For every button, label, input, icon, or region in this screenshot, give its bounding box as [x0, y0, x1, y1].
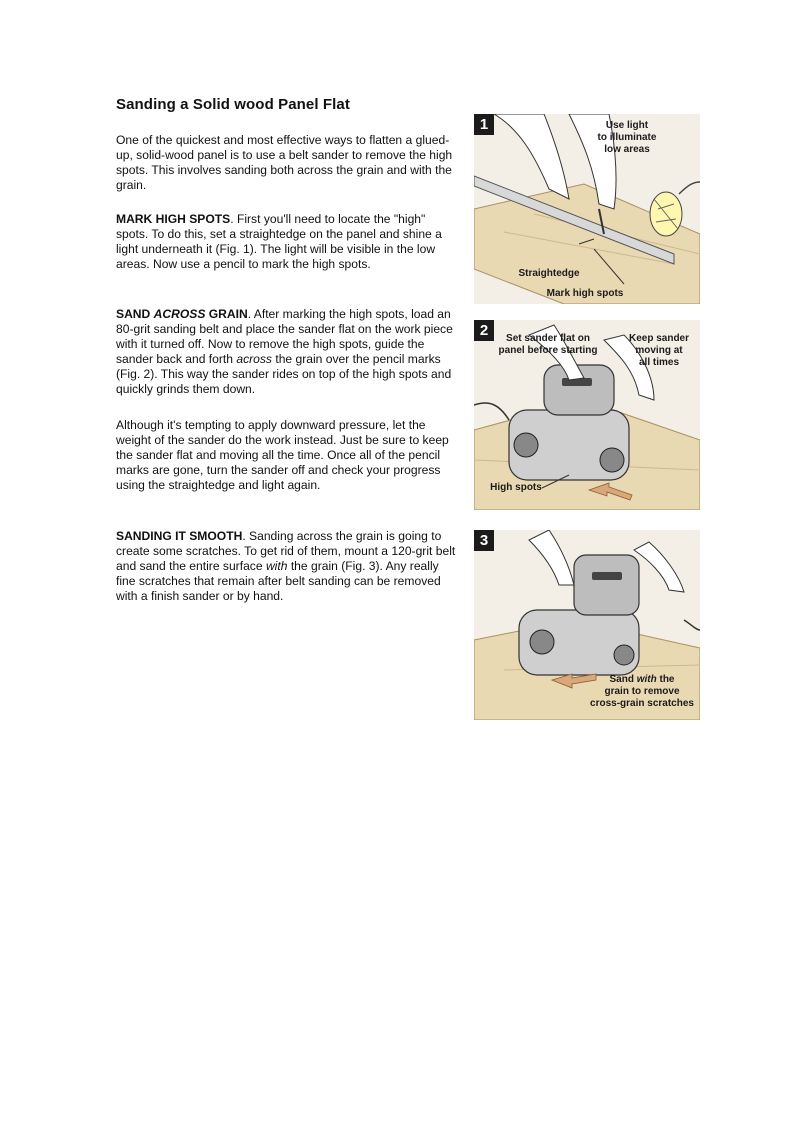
sand-across-emphasis: across [236, 352, 272, 367]
figure-2-illustration [474, 320, 700, 510]
light-label [592, 120, 662, 156]
keep-label-line: moving at [635, 345, 683, 356]
straightedge-label: Straightedge [518, 268, 580, 279]
pressure-paragraph: Although it's tempting to apply downward pressure, let the weight of the sander do the work instead. Just be sure to keep the sander flat and moving all the time. Once all of the pencil marks are gone, turn the sander off and check your progress using the straightedge and light again. [116, 418, 449, 493]
light-label-line: to illuminate [597, 132, 657, 143]
sand-heading-emphasis: ACROSS [153, 307, 206, 321]
sanding-smooth-heading: SANDING IT SMOOTH [116, 529, 243, 543]
sander-roller [530, 630, 554, 654]
sander-vents [592, 572, 622, 580]
page-title: Sanding a Solid wood Panel Flat [116, 96, 350, 113]
sand-label-emphasis: with [636, 674, 657, 685]
sand-label-line: grain to remove [604, 686, 680, 697]
sanding-smooth-body: . Sanding across the grain is going to create some scratches. To get rid of them, mount a 120-grit belt and sand the entire surface [116, 529, 456, 574]
figure-3-illustration [474, 530, 700, 720]
set-sander-flat-label [496, 333, 600, 357]
sand-label-line: cross-grain scratches [590, 698, 694, 709]
light-label-line: low areas [604, 144, 650, 155]
sander-cord [684, 620, 700, 630]
high-spots-label: High spots [490, 482, 542, 493]
figure-1-number: 1 [474, 114, 494, 135]
sander-roller [514, 433, 538, 457]
flat-label-line: Set sander flat on [506, 333, 590, 344]
sand-heading-part: GRAIN [205, 307, 248, 321]
sand-label-part: Sand [609, 674, 637, 685]
sand-label-part: the [656, 674, 675, 685]
figure-3-number: 3 [474, 530, 494, 551]
sand-heading-part: SAND [116, 307, 154, 321]
sanding-smooth-body-end: the grain (Fig. 3). Any really fine scratches that remain after belt sanding can be removed with a finish sander or by hand. [116, 559, 441, 604]
sand-across-body-end: the grain over the pencil marks (Fig. 2). This way the sander rides on top of the high spots and quickly grinds them down. [116, 352, 452, 397]
mark-high-spots-paragraph [116, 212, 460, 272]
flat-label-line: panel before starting [498, 345, 598, 356]
sander-handle [574, 555, 639, 615]
left-hand [494, 114, 569, 199]
sanding-smooth-paragraph [116, 529, 460, 604]
mark-high-spots-label: Mark high spots [546, 288, 624, 299]
keep-label-line: all times [638, 357, 680, 368]
light-label-line: Use light [605, 120, 649, 131]
sand-across-body: . After marking the high spots, load an 80-grit sanding belt and place the sander flat on the work piece with it turned off. Now to remove the high spots, guide the sander back and forth [116, 307, 453, 367]
right-hand [634, 542, 684, 592]
light-cord [679, 182, 700, 194]
keep-label-line: Keep sander [628, 333, 690, 344]
sand-across-grain-paragraph [116, 307, 460, 398]
keep-sander-moving-label [624, 333, 694, 369]
sand-label-line [586, 674, 698, 686]
mark-high-spots-heading: MARK HIGH SPOTS [116, 212, 231, 226]
figure-1-drawing [474, 114, 700, 304]
sander-cord [474, 403, 509, 420]
sand-with-grain-label [586, 674, 698, 710]
left-hand [529, 530, 574, 585]
sanding-smooth-emphasis: with [265, 559, 288, 574]
figure-1-illustration [474, 114, 700, 304]
figure-2-number: 2 [474, 320, 494, 341]
sand-across-heading [116, 307, 248, 321]
mark-high-spots-body: . First you'll need to locate the "high" spots. To do this, set a straightedge on the panel and shine a light underneath it (Fig. 1). The light will be visible in the low areas. Now use a pencil to mark the high spots. [116, 212, 442, 272]
sander-roller [614, 645, 634, 665]
intro-paragraph: One of the quickest and most effective ways to flatten a glued-up, solid-wood panel is to use a belt sander to remove the high spots. This involves sanding both across the grain and with the grain. [116, 133, 453, 193]
sander-roller [600, 448, 624, 472]
